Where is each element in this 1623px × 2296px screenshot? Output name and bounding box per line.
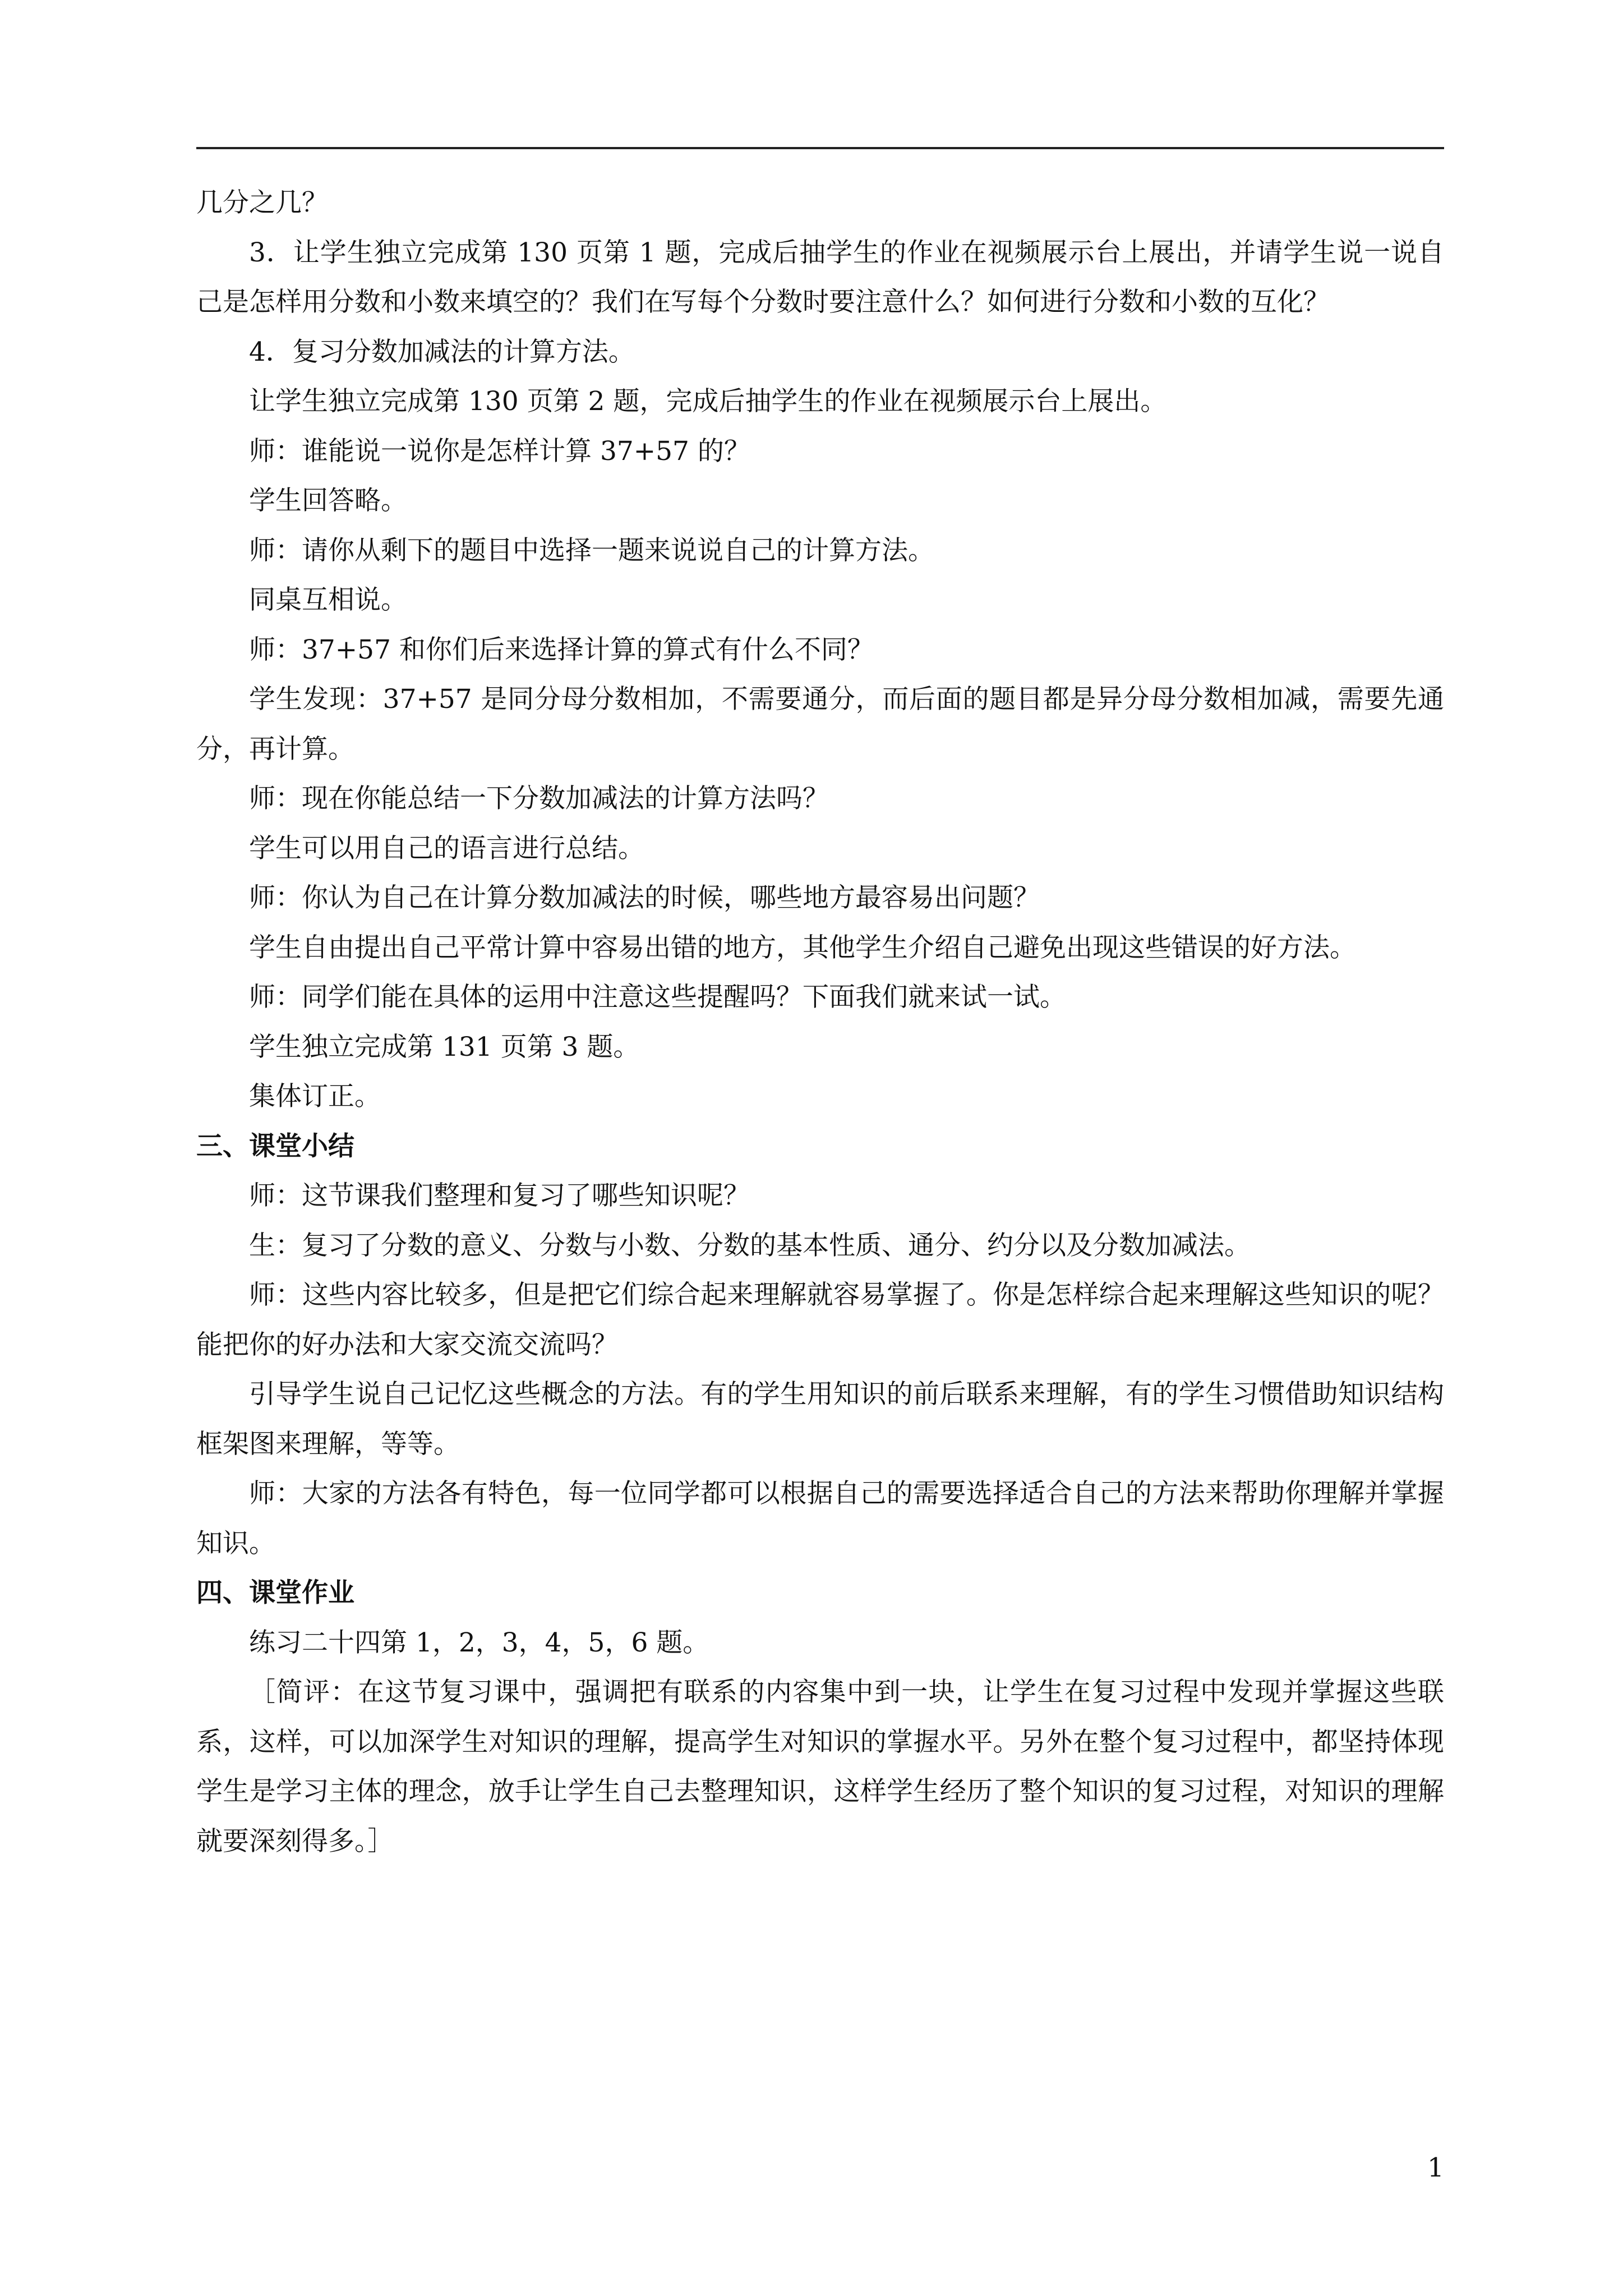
paragraph: 学生可以用自己的语言进行总结。 — [249, 832, 644, 864]
paragraph: 几分之几？ — [196, 187, 328, 218]
paragraph: 师：大家的方法各有特色，每一位同学都可以根据自己的需要选择适合自己的方法来帮助你理解并掌握知识。 — [196, 1478, 1444, 1559]
section-heading: 三、课堂小结 — [196, 1130, 354, 1162]
paragraph: 学生自由提出自己平常计算中容易出错的地方，其他学生介绍自己避免出现这些错误的好方法。 — [249, 932, 1356, 963]
paragraph: 师：你认为自己在计算分数加减法的时候，哪些地方最容易出问题？ — [249, 882, 1040, 913]
paragraph: 师：这些内容比较多，但是把它们综合起来理解就容易掌握了。你是怎样综合起来理解这些知识的呢？能把你的好办法和大家交流交流吗？ — [196, 1280, 1444, 1360]
paragraph: 引导学生说自己记忆这些概念的方法。有的学生用知识的前后联系来理解，有的学生习惯借助知识结构框架图来理解，等等。 — [196, 1379, 1444, 1460]
paragraph: 师：37+57 和你们后来选择计算的算式有什么不同？ — [249, 634, 874, 665]
paragraph: 让学生独立完成第 130 页第 2 题，完成后抽学生的作业在视频展示台上展出。 — [249, 386, 1167, 417]
section-heading: 四、课堂作业 — [196, 1577, 354, 1608]
paragraph: 集体订正。 — [249, 1081, 381, 1112]
paragraph: 学生发现：37+57 是同分母分数相加，不需要通分，而后面的题目都是异分母分数相加减，需要先通分，再计算。 — [196, 684, 1444, 765]
header-rule — [196, 147, 1444, 149]
paragraph: 练习二十四第 1，2，3，4，5，6 题。 — [249, 1627, 709, 1658]
paragraph: 师：请你从剩下的题目中选择一题来说说自己的计算方法。 — [249, 535, 934, 566]
paragraph: 3．让学生独立完成第 130 页第 1 题，完成后抽学生的作业在视频展示台上展出，并请学生说一说自己是怎样用分数和小数来填空的？我们在写每个分数时要注意什么？如何进行分数和小数的互化？ — [196, 237, 1444, 318]
paragraph: ［简评：在这节复习课中，强调把有联系的内容集中到一块，让学生在复习过程中发现并掌握这些联系，这样，可以加深学生对知识的理解，提高学生对知识的掌握水平。另外在整个复习过程中，都坚持体现学生是学习主体的理念，放手让学生自己去整理知识，这样学生经历了整个知识的复习过程，对知识的理解就要深刻得多。］ — [196, 1677, 1444, 1857]
paragraph: 4．复习分数加减法的计算方法。 — [249, 336, 635, 367]
paragraph: 师：这节课我们整理和复习了哪些知识呢？ — [249, 1180, 750, 1211]
page-number: 1 — [1427, 2152, 1444, 2183]
paragraph: 学生独立完成第 131 页第 3 题。 — [249, 1031, 640, 1062]
paragraph: 学生回答略。 — [249, 485, 407, 516]
paragraph: 同桌互相说。 — [249, 585, 407, 615]
paragraph: 师：现在你能总结一下分数加减法的计算方法吗？ — [249, 783, 829, 814]
paragraph: 生：复习了分数的意义、分数与小数、分数的基本性质、通分、约分以及分数加减法。 — [249, 1230, 1251, 1261]
document-body — [196, 178, 1444, 1866]
paragraph: 师：谁能说一说你是怎样计算 37+57 的？ — [249, 435, 750, 467]
paragraph: 师：同学们能在具体的运用中注意这些提醒吗？下面我们就来试一试。 — [249, 982, 1066, 1013]
